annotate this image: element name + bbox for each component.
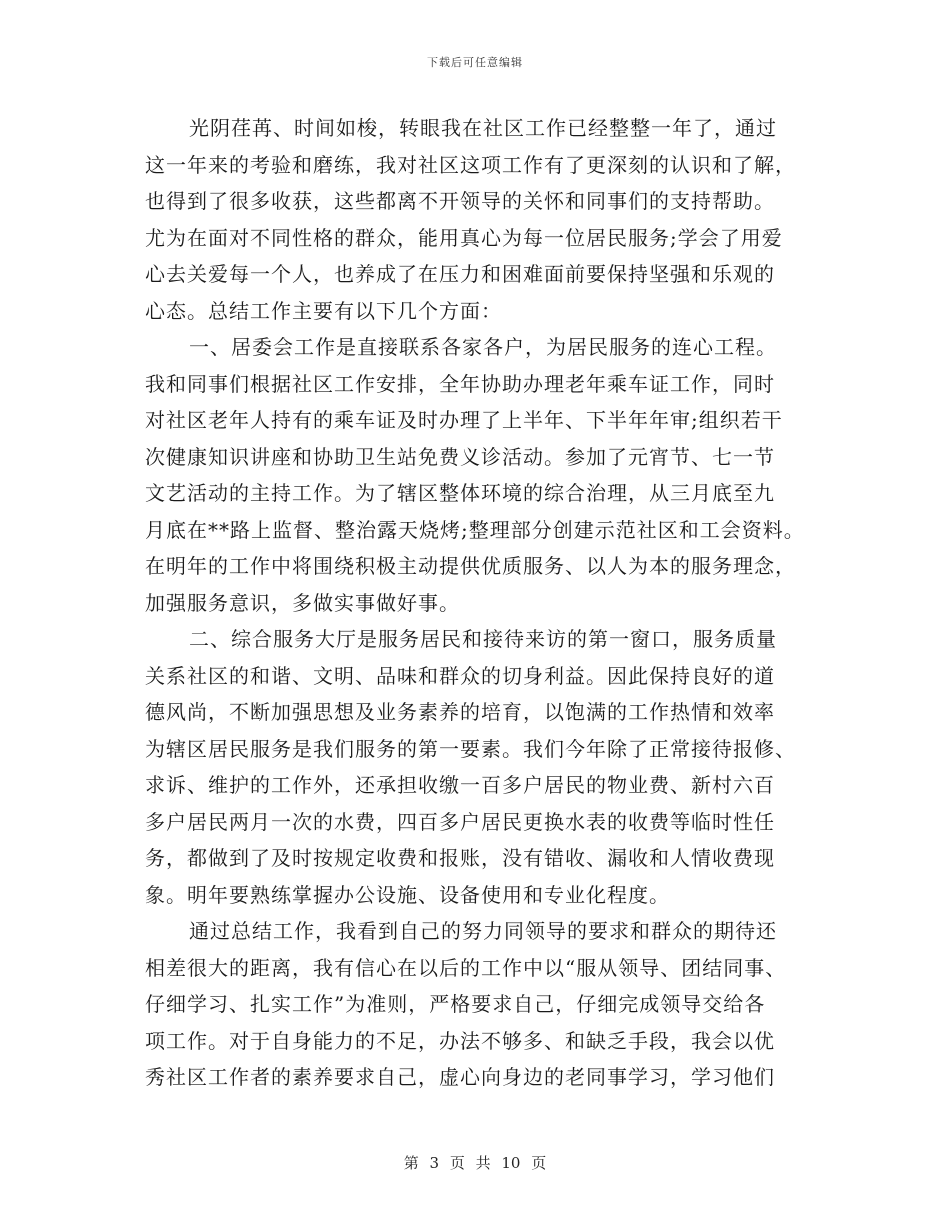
document-body bbox=[145, 110, 825, 1096]
paragraph-first-line: 通过总结工作，我看到自己的努力同领导的要求和群众的期待还 bbox=[189, 919, 777, 943]
paragraph-first-line: 光阴荏苒、时间如梭，转眼我在社区工作已经整整一年了，通过 bbox=[189, 116, 777, 140]
paragraph-first-line: 一、居委会工作是直接联系各家各户，为居民服务的连心工程。 bbox=[189, 335, 777, 359]
text-line: 项工作。对于自身能力的不足，办法不够多、和缺乏手段，我会以优 bbox=[145, 1028, 775, 1053]
page-header-note: 下载后可任意编辑 bbox=[427, 56, 523, 69]
text-line: 也得到了很多收获，这些都离不开领导的关怀和同事们的支持帮助。 bbox=[145, 189, 775, 213]
text-line: 尤为在面对不同性格的群众，能用真心为每一位居民服务;学会了用爱 bbox=[145, 225, 783, 250]
text-line: 心态。总结工作主要有以下几个方面： bbox=[145, 298, 502, 323]
text-line: 对社区老年人持有的乘车证及时办理了上半年、下半年年审;组织若干 bbox=[145, 408, 783, 432]
page-number: 第 3 页 共 10 页 bbox=[403, 1154, 547, 1172]
text-line: 德风尚，不断加强思想及业务素养的培育，以饱满的工作热情和效率 bbox=[145, 700, 775, 724]
text-line: 秀社区工作者的素养要求自己，虚心向身边的老同事学习，学习他们 bbox=[145, 1065, 775, 1089]
text-line: 象。明年要熟练掌握办公设施、设备使用和专业化程度。 bbox=[145, 882, 670, 907]
text-line: 文艺活动的主持工作。为了辖区整体环境的综合治理，从三月底至九 bbox=[145, 481, 775, 505]
text-line: 多户居民两月一次的水费，四百多户居民更换水表的收费等临时性任 bbox=[145, 809, 775, 834]
text-line: 在明年的工作中将围绕积极主动提供优质服务、以人为本的服务理念， bbox=[145, 554, 796, 578]
text-line: 加强服务意识，多做实事做好事。 bbox=[145, 590, 460, 615]
text-line: 求诉、维护的工作外，还承担收缴一百多户居民的物业费、新村六百 bbox=[145, 773, 775, 797]
text-line: 这一年来的考验和磨练，我对社区这项工作有了更深刻的认识和了解， bbox=[145, 152, 796, 177]
text-line: 相差很大的距离，我有信心在以后的工作中以“服从领导、团结同事、 bbox=[145, 955, 787, 980]
text-line: 月底在**路上监督、整治露天烧烤;整理部分创建示范社区和工会资料。 bbox=[145, 517, 805, 542]
text-line: 心去关爱每一个人，也养成了在压力和困难面前要保持坚强和乐观的 bbox=[145, 262, 775, 286]
text-line: 次健康知识讲座和协助卫生站免费义诊活动。参加了元宵节、七一节 bbox=[145, 444, 775, 469]
text-line: 务，都做到了及时按规定收费和报账，没有错收、漏收和人情收费现 bbox=[145, 846, 775, 870]
text-line: 为辖区居民服务是我们服务的第一要素。我们今年除了正常接待报修、 bbox=[145, 736, 796, 761]
text-line: 关系社区的和谐、文明、品味和群众的切身利益。因此保持良好的道 bbox=[145, 663, 775, 688]
text-line: 我和同事们根据社区工作安排，全年协助办理老年乘车证工作，同时 bbox=[145, 371, 775, 396]
text-line: 仔细学习、扎实工作”为准则，严格要求自己，仔细完成领导交给各 bbox=[145, 992, 766, 1016]
paragraph-first-line: 二、综合服务大厅是服务居民和接待来访的第一窗口，服务质量 bbox=[189, 627, 777, 651]
